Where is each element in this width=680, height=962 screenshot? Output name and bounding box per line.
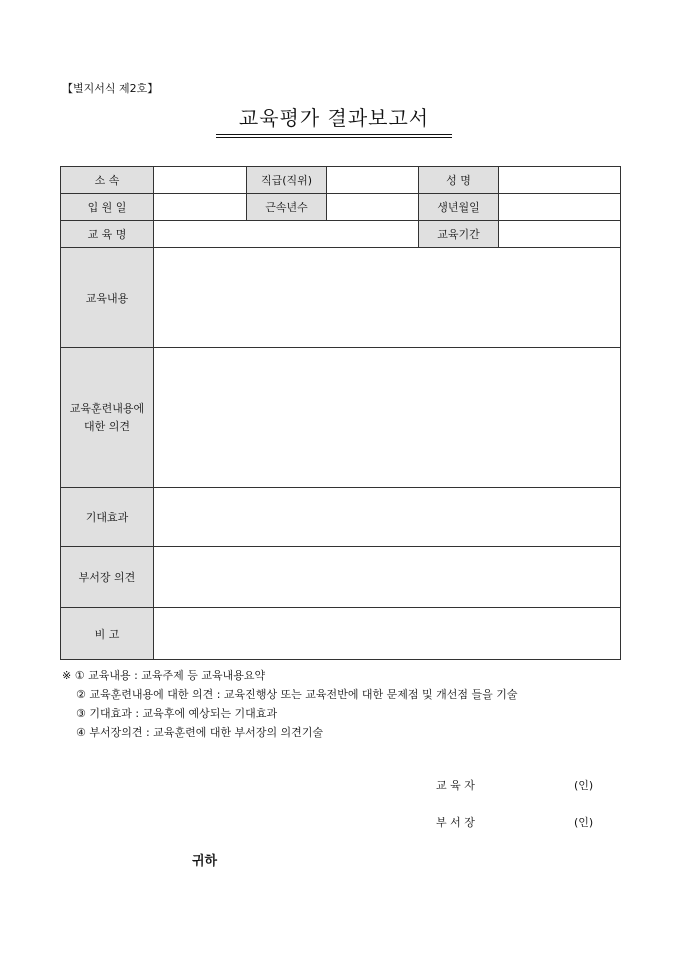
course-name-label: 교 육 명 bbox=[61, 221, 154, 248]
row-course bbox=[61, 221, 621, 248]
note-item: ③ 기대효과 : 교육후에 예상되는 기대효과 bbox=[76, 707, 278, 720]
manager-seal[interactable]: (인) bbox=[574, 816, 594, 829]
note-item: ④ 부서장의견 : 교육훈련에 대한 부서장의 의견기술 bbox=[76, 726, 324, 739]
manager-signature-label: 부 서 장 bbox=[436, 816, 475, 829]
page-title: 교육평가 결과보고서 bbox=[238, 106, 430, 130]
expected-effect-label: 기대효과 bbox=[61, 488, 154, 547]
note-text: ① 교육내용 : 교육주제 등 교육내용요약 bbox=[74, 669, 266, 682]
training-content-label: 교육내용 bbox=[61, 248, 154, 348]
rank-field[interactable] bbox=[327, 167, 419, 194]
row-affiliation bbox=[61, 167, 621, 194]
recipient-honorific: 귀하 bbox=[192, 854, 218, 869]
notes-block bbox=[62, 666, 518, 742]
training-opinion-label-line2: 대한 의견 bbox=[83, 419, 130, 433]
row-hire-date bbox=[61, 194, 621, 221]
title-double-underline bbox=[216, 134, 452, 138]
name-field[interactable] bbox=[499, 167, 621, 194]
expected-effect-field[interactable] bbox=[154, 488, 621, 547]
training-opinion-label bbox=[61, 348, 154, 488]
form-number: 【별지서식 제2호】 bbox=[62, 82, 159, 95]
trainee-seal[interactable]: (인) bbox=[574, 779, 594, 792]
report-form-table bbox=[60, 166, 621, 660]
row-training-content bbox=[61, 248, 621, 348]
note-item: ② 교육훈련내용에 대한 의견 : 교육진행상 또는 교육전반에 대한 문제점 및 개선점 들을 기술 bbox=[76, 688, 518, 701]
hire-date-label: 입 원 일 bbox=[61, 194, 154, 221]
training-period-field[interactable] bbox=[499, 221, 621, 248]
row-training-opinion bbox=[61, 348, 621, 488]
note-item bbox=[62, 666, 518, 685]
birth-date-label: 생년월일 bbox=[419, 194, 499, 221]
remarks-label: 비 고 bbox=[61, 608, 154, 660]
years-of-service-label: 근속년수 bbox=[247, 194, 327, 221]
trainee-signature-label: 교 육 자 bbox=[436, 779, 475, 792]
name-label: 성 명 bbox=[419, 167, 499, 194]
manager-opinion-label: 부서장 의견 bbox=[61, 547, 154, 608]
training-content-field[interactable] bbox=[154, 248, 621, 348]
training-opinion-label-line1: 교육훈련내용에 bbox=[69, 401, 145, 415]
manager-opinion-field[interactable] bbox=[154, 547, 621, 608]
hire-date-field[interactable] bbox=[154, 194, 247, 221]
page-title-block bbox=[216, 104, 452, 138]
years-of-service-field[interactable] bbox=[327, 194, 419, 221]
training-opinion-field[interactable] bbox=[154, 348, 621, 488]
training-period-label: 교육기간 bbox=[419, 221, 499, 248]
affiliation-field[interactable] bbox=[154, 167, 247, 194]
row-manager-opinion bbox=[61, 547, 621, 608]
rank-label: 직급(직위) bbox=[247, 167, 327, 194]
note-mark: ※ bbox=[62, 669, 72, 682]
row-remarks bbox=[61, 608, 621, 660]
row-expected-effect bbox=[61, 488, 621, 547]
remarks-field[interactable] bbox=[154, 608, 621, 660]
affiliation-label: 소 속 bbox=[61, 167, 154, 194]
course-name-field[interactable] bbox=[154, 221, 419, 248]
birth-date-field[interactable] bbox=[499, 194, 621, 221]
